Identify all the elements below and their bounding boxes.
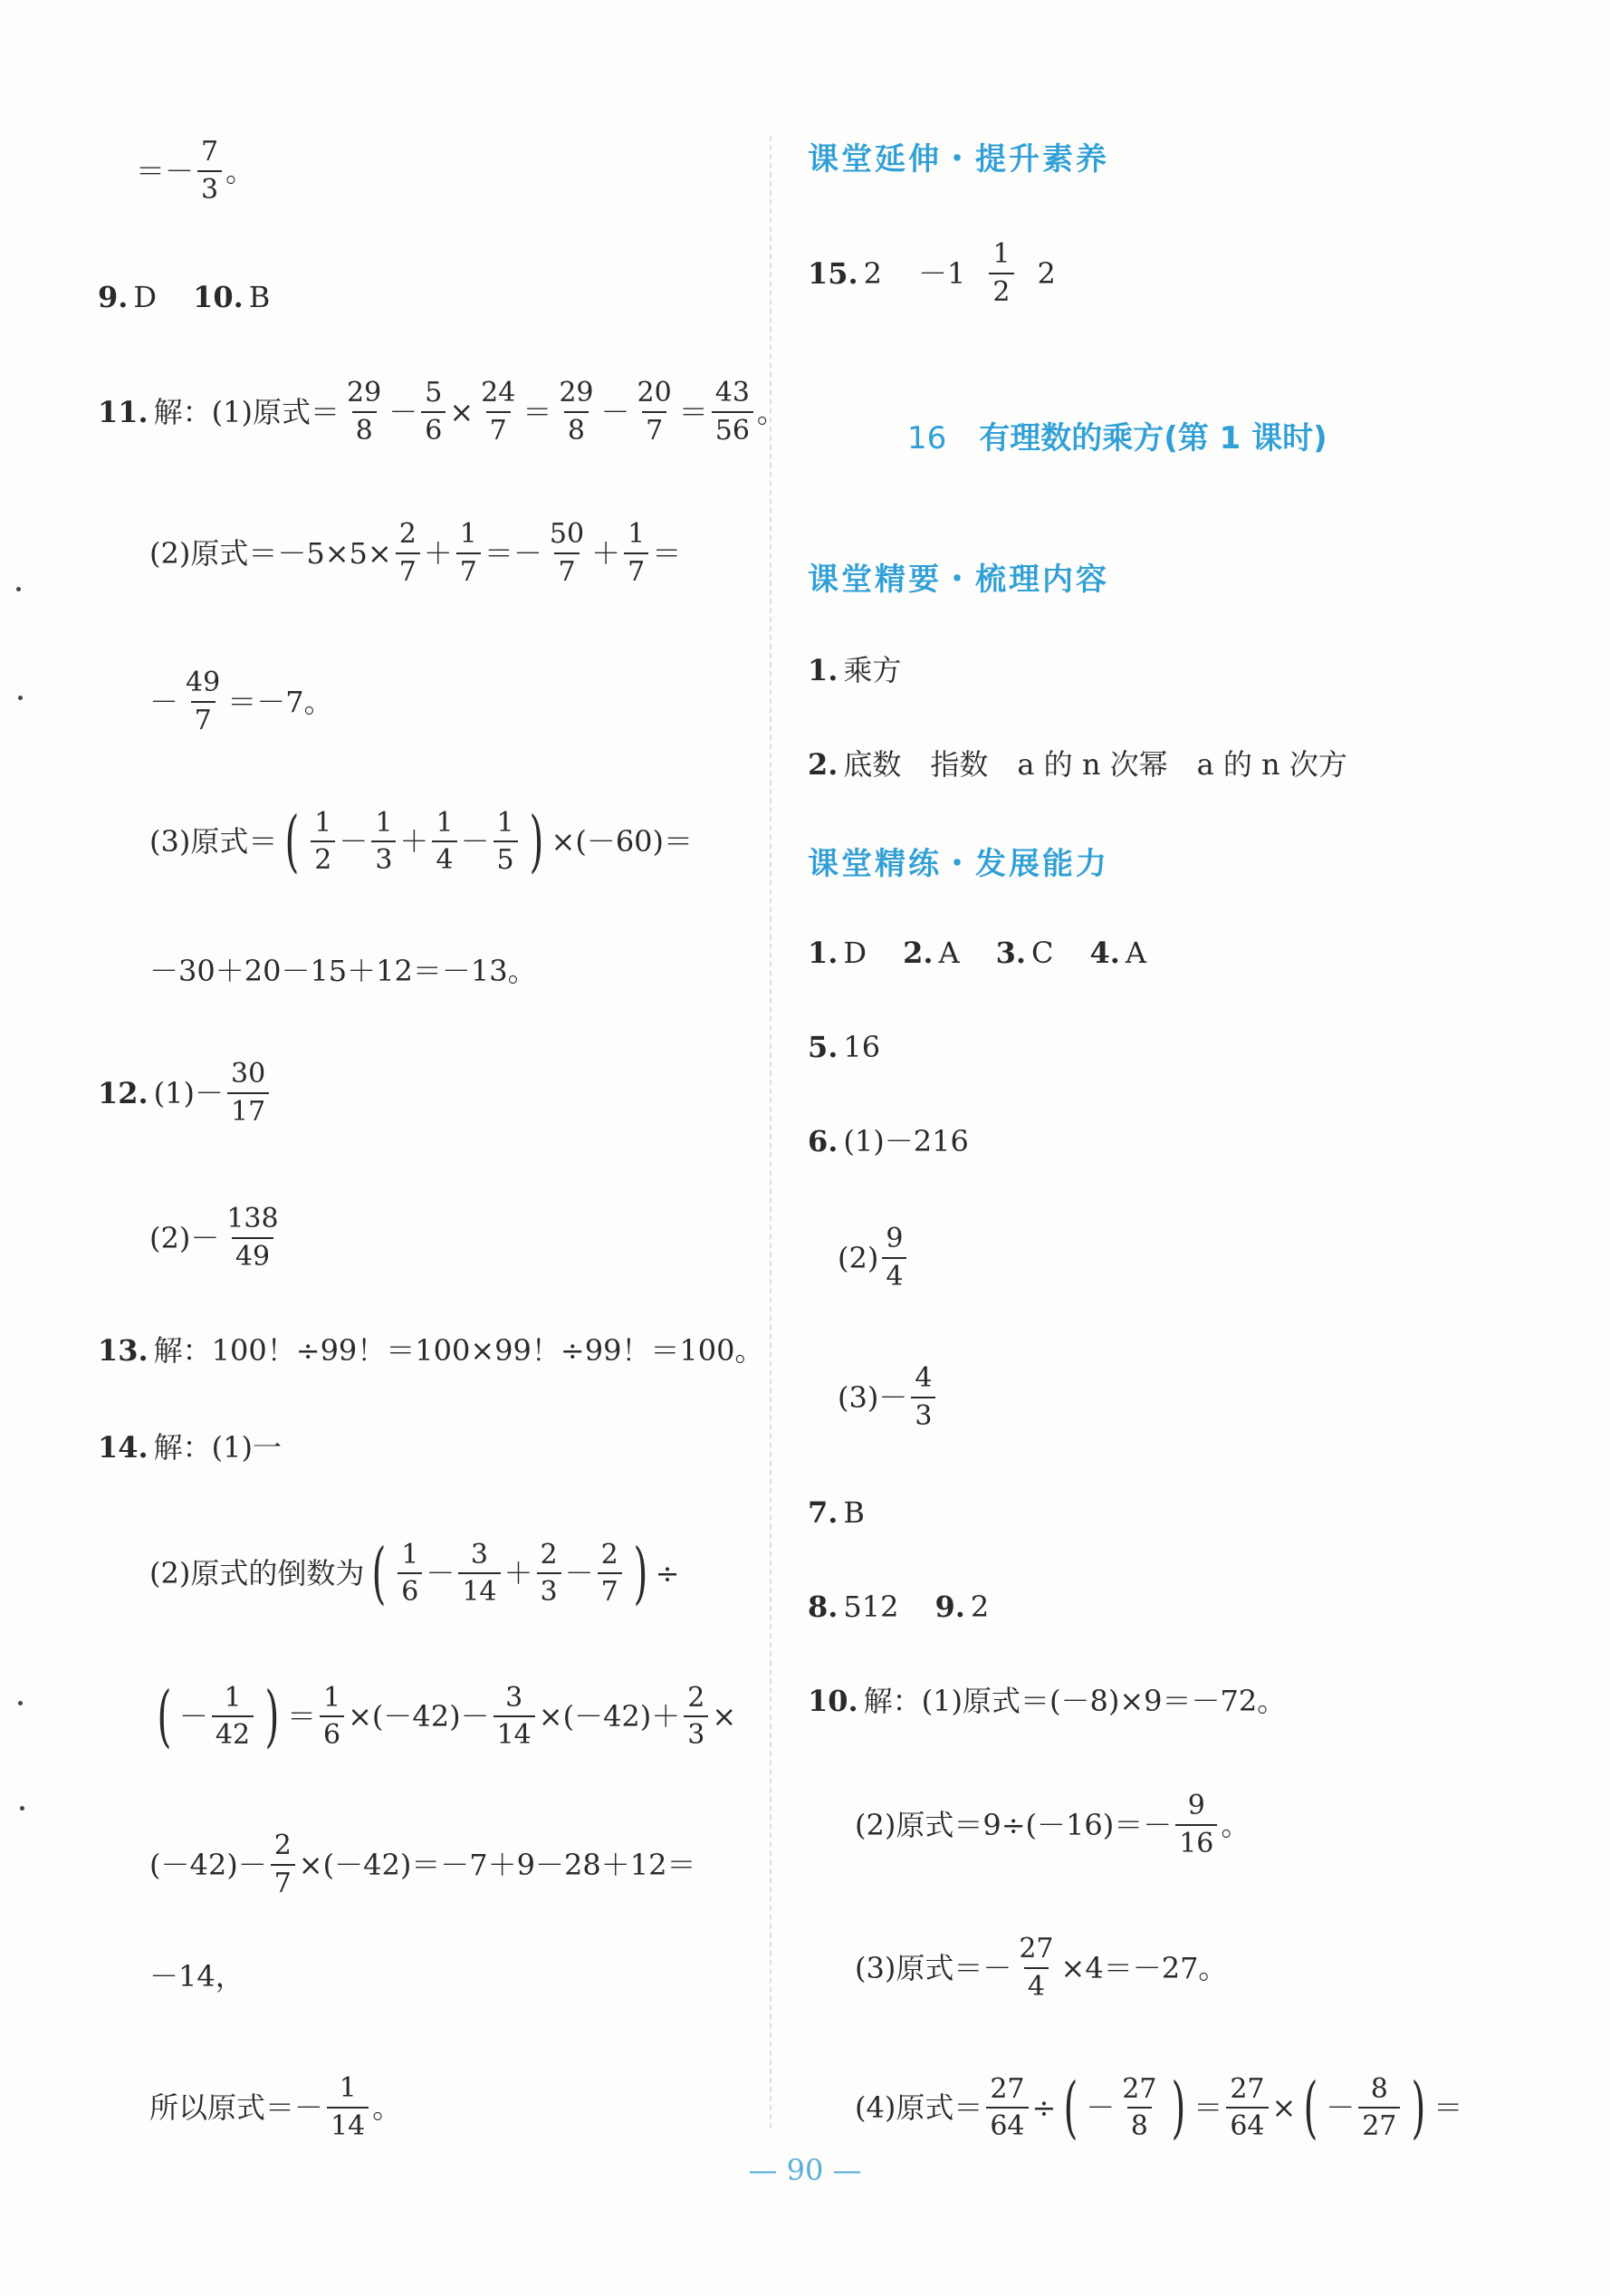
fraction <box>223 1205 282 1271</box>
text: (2)－ <box>149 1220 220 1255</box>
denominator: 56 <box>712 411 753 446</box>
right-line-q10-4 <box>855 2069 1463 2147</box>
operator: － <box>600 394 630 429</box>
operator: ＝ <box>678 394 708 429</box>
text: －14， <box>149 1959 244 1993</box>
denominator: 3 <box>537 1572 561 1607</box>
fraction <box>1175 1792 1217 1858</box>
operator: － <box>339 824 369 859</box>
numerator: 1 <box>375 806 393 839</box>
left-line-q11-1 <box>98 379 786 445</box>
denominator: 4 <box>882 1257 906 1292</box>
left-line-q14-2b <box>149 1677 737 1755</box>
fraction <box>598 1538 622 1608</box>
text: 乘方 <box>843 653 902 687</box>
right-paren: ) <box>1171 2069 1186 2147</box>
text: (2)原式的倒数为 <box>149 1556 365 1590</box>
fraction <box>320 1681 344 1751</box>
fraction <box>537 1538 561 1608</box>
fraction <box>1015 1935 1057 2001</box>
denominator: 16 <box>1175 1824 1217 1859</box>
section-heading-essentials: 课堂精要・梳理内容 <box>808 562 1109 598</box>
numerator: 9 <box>886 1223 904 1254</box>
text: 。 <box>225 153 255 188</box>
numerator: 49 <box>186 667 221 698</box>
numerator: 1 <box>628 518 646 550</box>
fraction <box>882 1225 906 1291</box>
denominator: 4 <box>432 841 456 875</box>
fraction <box>477 379 519 445</box>
text: B <box>843 1495 865 1530</box>
answer: －1 <box>918 255 966 291</box>
denominator: 7 <box>456 552 481 587</box>
text: 。 <box>1221 1807 1251 1842</box>
fraction <box>197 138 222 204</box>
scan-speck <box>20 1806 24 1811</box>
denominator: 2 <box>311 841 335 875</box>
fraction <box>986 2072 1028 2142</box>
section-heading-extension: 课堂延伸・提升素养 <box>808 141 1109 178</box>
fraction <box>327 2074 369 2140</box>
text: － <box>1326 2090 1356 2125</box>
left-line-q12-1 <box>98 1060 273 1126</box>
numerator: 43 <box>714 377 750 408</box>
text: 。 <box>756 394 786 429</box>
text: (2)原式＝－5×5× <box>149 535 392 571</box>
answer: 2 <box>1037 255 1056 291</box>
text: － <box>178 1699 208 1734</box>
denominator: 2 <box>989 273 1013 307</box>
operator: ×(－42)＋ <box>538 1699 681 1734</box>
numerator: 2 <box>687 1681 705 1714</box>
left-line-q9-10 <box>98 280 271 314</box>
text: (2) <box>838 1240 879 1275</box>
denominator: 8 <box>352 411 377 446</box>
page-number: — 90 — <box>748 2153 862 2187</box>
text: ×(－60)＝ <box>551 824 694 859</box>
right-line-q6-1 <box>808 1124 969 1158</box>
operator: ÷ <box>1031 2090 1057 2125</box>
text: 解：(1)原式＝(－8)×9＝－72。 <box>863 1684 1287 1718</box>
question-number: 4. <box>1089 936 1120 970</box>
numerator: 1 <box>436 806 454 839</box>
answer: 512 <box>843 1590 899 1624</box>
fraction <box>494 806 518 876</box>
operator: × <box>449 394 474 429</box>
text: (－42)－ <box>149 1847 267 1882</box>
left-paren: ( <box>371 1534 387 1612</box>
fraction <box>271 1831 295 1897</box>
numerator: 1 <box>339 2072 357 2104</box>
fraction <box>396 520 420 586</box>
left-line-q11-3b <box>149 954 537 988</box>
numerator: 2 <box>398 518 417 550</box>
fraction <box>343 379 385 445</box>
right-line-q5 <box>808 1030 881 1064</box>
fraction <box>989 240 1013 306</box>
denominator: 49 <box>232 1237 273 1272</box>
numerator: 3 <box>470 1538 488 1571</box>
operator: － <box>388 394 418 429</box>
operator: ＋ <box>503 1556 533 1590</box>
question-number: 9. <box>934 1590 965 1624</box>
left-paren: ( <box>1303 2069 1318 2147</box>
question-number: 12. <box>98 1075 149 1110</box>
chapter-name: 有理数的乘方(第 1 课时) <box>979 420 1327 456</box>
denominator: 8 <box>1127 2107 1152 2141</box>
text: 解：100！÷99！＝100×99！÷99！＝100。 <box>153 1333 764 1368</box>
fraction <box>421 379 446 445</box>
operator: × <box>1271 2090 1297 2125</box>
fraction <box>371 806 396 876</box>
fraction <box>227 1060 269 1126</box>
text: × <box>712 1699 737 1734</box>
numerator: 2 <box>540 1538 558 1571</box>
denominator: 7 <box>191 701 216 735</box>
denominator: 3 <box>197 170 222 205</box>
denominator: 42 <box>212 1715 254 1750</box>
question-number: 15. <box>808 255 858 291</box>
text: －30＋20－15＋12＝－13。 <box>149 954 537 988</box>
numerator: 1 <box>314 806 332 839</box>
fraction <box>555 379 597 445</box>
right-paren: ) <box>264 1677 280 1755</box>
question-number: 3. <box>995 936 1026 970</box>
answer: 2 <box>863 255 883 291</box>
question-number: 10. <box>808 1684 858 1718</box>
left-line-q14-2e <box>149 2074 401 2140</box>
denominator: 64 <box>1226 2107 1268 2141</box>
right-line-q10-3 <box>855 1935 1227 2001</box>
text: (3)原式＝ <box>149 824 278 859</box>
numerator: 2 <box>273 1830 292 1861</box>
operator: － <box>564 1556 594 1590</box>
right-line-q6-3 <box>838 1364 939 1430</box>
text: 底数 指数 a 的 n 次幂 a 的 n 次方 <box>843 747 1347 782</box>
numerator: 24 <box>481 377 516 408</box>
scan-speck <box>18 696 23 700</box>
fraction <box>546 520 588 586</box>
right-line-q10-2 <box>855 1792 1250 1858</box>
left-line-q12-2 <box>149 1205 286 1271</box>
right-line-q2 <box>808 747 1347 782</box>
question-number: 5. <box>808 1030 839 1064</box>
operator: ＝ <box>1193 2090 1223 2125</box>
denominator: 14 <box>327 2107 369 2141</box>
scan-speck <box>16 587 21 591</box>
fraction <box>456 520 481 586</box>
denominator: 6 <box>421 411 446 446</box>
text: 所以原式＝－ <box>149 2089 324 2125</box>
text: (4)原式＝ <box>855 2090 983 2125</box>
numerator: 50 <box>549 518 585 550</box>
fraction <box>684 1681 708 1751</box>
answer: C <box>1030 936 1054 970</box>
fraction <box>432 806 456 876</box>
fraction <box>1358 2072 1400 2142</box>
denominator: 5 <box>494 841 518 875</box>
denominator: 7 <box>396 552 420 587</box>
answer: D <box>133 280 158 314</box>
question-number: 7. <box>808 1495 839 1530</box>
denominator: 3 <box>911 1397 935 1431</box>
question-number: 10. <box>193 280 244 314</box>
text: (1)－ <box>153 1075 225 1110</box>
text: － <box>1086 2090 1116 2125</box>
text: ＝－ <box>136 153 195 188</box>
fraction <box>458 1538 500 1608</box>
left-line-q14-2 <box>149 1534 680 1612</box>
answer: 2 <box>970 1590 990 1624</box>
numerator: 4 <box>915 1362 933 1394</box>
denominator: 27 <box>1358 2107 1400 2141</box>
text: 解：(1)原式＝ <box>153 394 340 429</box>
numerator: 138 <box>226 1203 279 1234</box>
text: (3)原式＝－ <box>855 1950 1012 1985</box>
chapter-number: 16 <box>907 420 947 456</box>
text: ＝ <box>1433 2090 1463 2125</box>
question-number: 11. <box>98 394 149 429</box>
text: ＝－7。 <box>227 684 333 719</box>
text: ÷ <box>655 1556 680 1590</box>
numerator: 3 <box>505 1681 523 1714</box>
operator: － <box>460 824 490 859</box>
left-line-q14-2d <box>149 1959 244 1993</box>
question-number: 6. <box>808 1124 839 1158</box>
fraction <box>911 1364 935 1430</box>
denominator: 6 <box>320 1715 344 1750</box>
numerator: 7 <box>201 136 219 168</box>
text: (3)－ <box>838 1379 908 1415</box>
left-paren: ( <box>157 1677 172 1755</box>
chapter-title <box>907 413 1327 457</box>
question-number: 1. <box>808 936 839 970</box>
right-line-q1 <box>808 653 902 687</box>
text: ＝ <box>652 535 682 571</box>
text: ×(－42)＝－7＋9－28＋12＝ <box>298 1847 696 1882</box>
left-line-q14-1 <box>98 1430 283 1465</box>
denominator: 4 <box>1024 1967 1049 2002</box>
question-number: 2. <box>808 747 839 782</box>
numerator: 1 <box>496 806 514 839</box>
fraction <box>398 1538 422 1608</box>
denominator: 7 <box>624 552 648 587</box>
fraction <box>1226 2072 1268 2142</box>
numerator: 27 <box>990 2072 1025 2105</box>
right-line-q1-4 <box>808 936 1146 970</box>
left-line-q13 <box>98 1333 764 1368</box>
question-number: 1. <box>808 653 839 687</box>
numerator: 30 <box>231 1058 266 1090</box>
right-line-q8-9 <box>808 1590 990 1624</box>
numerator: 2 <box>600 1538 618 1571</box>
left-paren: ( <box>1063 2069 1078 2147</box>
numerator: 27 <box>1230 2072 1265 2105</box>
operator: ＝ <box>522 394 552 429</box>
denominator: 6 <box>398 1572 422 1607</box>
operator: ＋ <box>591 535 621 571</box>
denominator: 7 <box>642 411 666 446</box>
left-paren: ( <box>284 802 300 880</box>
text: (2)原式＝9÷(－16)＝－ <box>855 1807 1173 1842</box>
section-heading-practice: 课堂精练・发展能力 <box>808 846 1109 882</box>
operator: ＝－ <box>484 535 542 571</box>
denominator: 14 <box>458 1572 500 1607</box>
operator: ＝ <box>286 1699 316 1734</box>
left-line-q11-2b <box>149 668 333 735</box>
numerator: 20 <box>637 377 672 408</box>
fraction <box>1118 2072 1160 2142</box>
answer: A <box>938 936 960 970</box>
denominator: 64 <box>986 2107 1028 2141</box>
numerator: 27 <box>1122 2072 1157 2105</box>
right-paren: ) <box>1411 2069 1426 2147</box>
numerator: 29 <box>559 377 594 408</box>
text: 解：(1)一 <box>153 1430 283 1465</box>
operator: ＋ <box>399 824 429 859</box>
text: ×4＝－27。 <box>1060 1950 1228 1985</box>
question-number: 9. <box>98 280 129 314</box>
left-line-q14-2c <box>149 1831 695 1897</box>
denominator: 3 <box>684 1715 708 1750</box>
numerator: 1 <box>459 518 477 550</box>
fraction <box>182 668 224 735</box>
numerator: 1 <box>401 1538 419 1571</box>
left-line-q11-2 <box>149 520 681 586</box>
right-line-q15 <box>808 240 1056 306</box>
denominator: 7 <box>486 411 511 446</box>
right-paren: ) <box>529 802 544 880</box>
denominator: 7 <box>598 1572 622 1607</box>
fraction <box>311 806 335 876</box>
numerator: 9 <box>1187 1790 1205 1821</box>
numerator: 5 <box>425 377 443 408</box>
text: 16 <box>843 1030 881 1064</box>
fraction <box>212 1681 254 1751</box>
text: 。 <box>372 2089 402 2125</box>
fraction <box>624 520 648 586</box>
right-paren: ) <box>633 1534 648 1612</box>
left-line-q11-3 <box>149 802 694 880</box>
numerator: 8 <box>1370 2072 1388 2105</box>
fraction <box>712 379 753 445</box>
denominator: 7 <box>554 552 579 587</box>
answer: B <box>248 280 271 314</box>
denominator: 7 <box>271 1864 295 1898</box>
question-number: 8. <box>808 1590 839 1624</box>
fraction <box>634 379 676 445</box>
numerator: 1 <box>224 1681 242 1714</box>
numerator: 27 <box>1019 1933 1054 1965</box>
answer: A <box>1125 936 1146 970</box>
denominator: 14 <box>494 1715 535 1750</box>
operator: ＋ <box>423 535 453 571</box>
right-line-q7 <box>808 1495 865 1530</box>
denominator: 17 <box>227 1092 269 1127</box>
denominator: 3 <box>371 841 396 875</box>
text: － <box>149 684 179 719</box>
numerator: 1 <box>992 238 1011 270</box>
left-line-0 <box>136 138 254 204</box>
operator: ×(－42)－ <box>348 1699 490 1734</box>
fraction <box>494 1681 535 1751</box>
right-line-q6-2 <box>838 1225 910 1291</box>
numerator: 1 <box>322 1681 341 1714</box>
operator: － <box>426 1556 455 1590</box>
numerator: 29 <box>347 377 382 408</box>
text: (1)－216 <box>843 1124 969 1158</box>
question-number: 14. <box>98 1430 149 1465</box>
scan-speck <box>18 1701 23 1705</box>
answer: D <box>843 936 867 970</box>
denominator: 8 <box>564 411 589 446</box>
question-number: 13. <box>98 1333 149 1368</box>
question-number: 2. <box>903 936 934 970</box>
right-line-q10-1 <box>808 1684 1287 1718</box>
